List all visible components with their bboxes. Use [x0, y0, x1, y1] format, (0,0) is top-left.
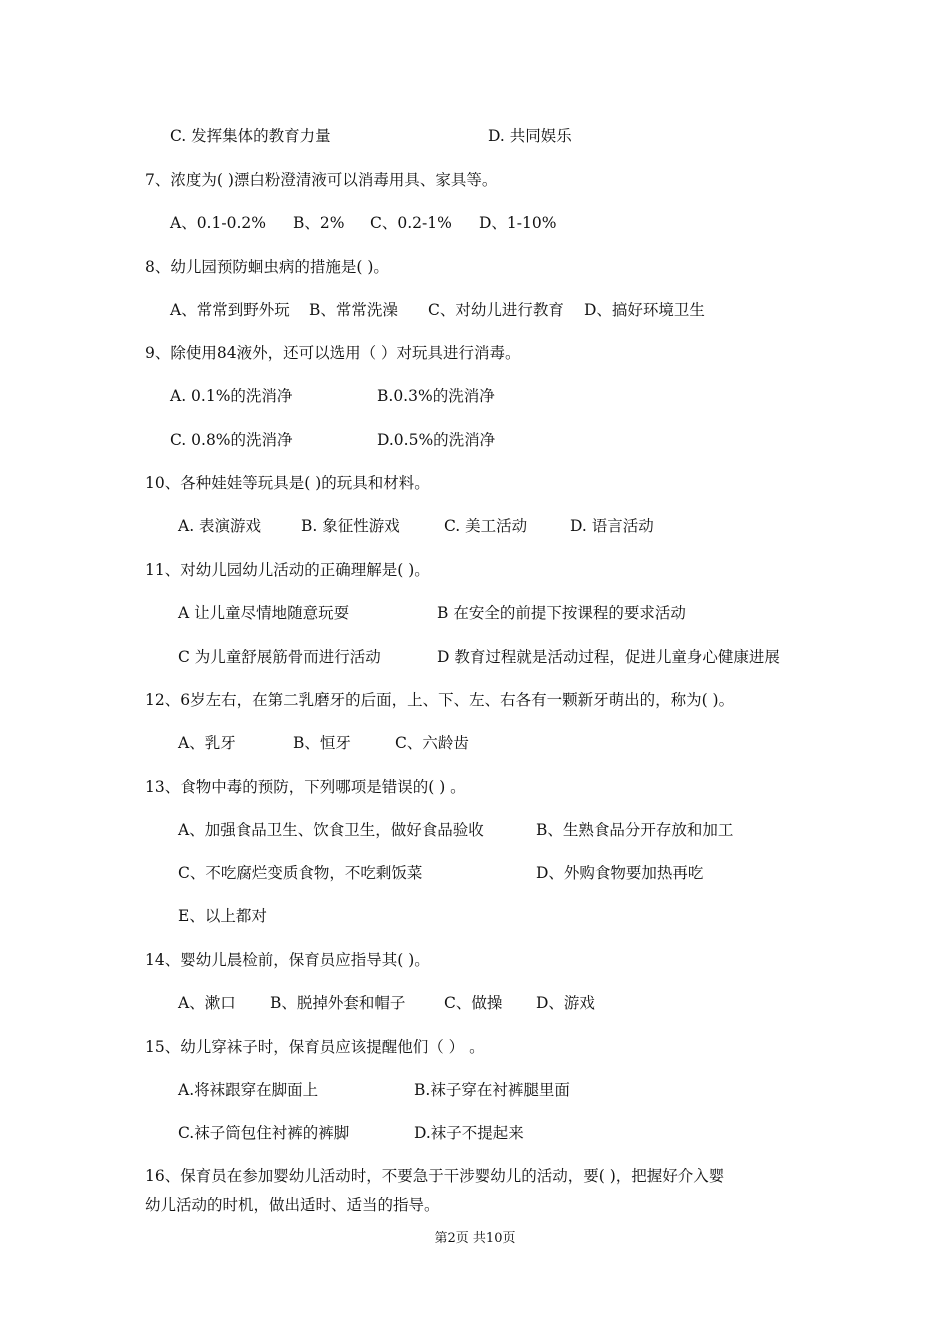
- option-6c: C. 发挥集体的教育力量: [170, 127, 331, 145]
- question-12-stem: 12、6岁左右，在第二乳磨牙的后面，上、下、左、右各有一颗新牙萌出的，称为( )。: [145, 691, 735, 709]
- question-9-stem: 9、除使用84液外，还可以选用（ ）对玩具进行消毒。: [145, 344, 521, 362]
- question-16-stem-line1: 16、保育员在参加婴幼儿活动时，不要急于干涉婴幼儿的活动，要( )，把握好介入婴: [145, 1167, 725, 1185]
- question-14-stem: 14、婴幼儿晨检前，保育员应指导其( )。: [145, 951, 430, 969]
- option-10d: D. 语言活动: [570, 517, 654, 535]
- option-9d: D.0.5%的洗消净: [377, 431, 496, 449]
- option-8a: A、常常到野外玩: [170, 301, 290, 319]
- option-10b: B. 象征性游戏: [301, 517, 400, 535]
- option-7a: A、0.1-0.2%: [170, 214, 266, 232]
- question-11-stem: 11、对幼儿园幼儿活动的正确理解是( )。: [145, 561, 430, 579]
- option-8b: B、常常洗澡: [309, 301, 398, 319]
- option-6d: D. 共同娱乐: [488, 127, 572, 145]
- option-13c: C、不吃腐烂变质食物，不吃剩饭菜: [178, 864, 423, 882]
- question-7-stem: 7、浓度为( )漂白粉澄清液可以消毒用具、家具等。: [145, 171, 498, 189]
- option-13d: D、外购食物要加热再吃: [536, 864, 704, 882]
- question-16-stem-line2: 幼儿活动的时机，做出适时、适当的指导。: [145, 1196, 440, 1214]
- question-8-stem: 8、幼儿园预防蛔虫病的措施是( )。: [145, 258, 389, 276]
- page-number-footer: 第2页 共10页: [434, 1231, 516, 1246]
- option-11a: A 让儿童尽情地随意玩耍: [178, 604, 350, 622]
- option-14d: D、游戏: [536, 994, 595, 1012]
- option-15b: B.袜子穿在衬裤腿里面: [414, 1081, 570, 1099]
- option-9a: A. 0.1%的洗消净: [170, 387, 293, 405]
- option-7d: D、1-10%: [479, 214, 557, 232]
- option-7b: B、2%: [293, 214, 345, 232]
- option-15a: A.将袜跟穿在脚面上: [178, 1081, 319, 1099]
- option-15c: C.袜子筒包住衬裤的裤脚: [178, 1124, 350, 1142]
- question-10-stem: 10、各种娃娃等玩具是( )的玩具和材料。: [145, 474, 430, 492]
- option-10a: A. 表演游戏: [178, 517, 262, 535]
- option-11b: B 在安全的前提下按课程的要求活动: [437, 604, 686, 622]
- question-13-stem: 13、食物中毒的预防，下列哪项是错误的( ) 。: [145, 778, 466, 796]
- option-11c: C 为儿童舒展筋骨而进行活动: [178, 648, 381, 666]
- option-9b: B.0.3%的洗消净: [377, 387, 495, 405]
- option-14c: C、做操: [444, 994, 503, 1012]
- option-8d: D、搞好环境卫生: [584, 301, 705, 319]
- option-7c: C、0.2-1%: [370, 214, 452, 232]
- option-15d: D.袜子不提起来: [414, 1124, 524, 1142]
- option-13e: E、以上都对: [178, 907, 267, 925]
- option-13a: A、加强食品卫生、饮食卫生，做好食品验收: [178, 821, 484, 839]
- option-14b: B、脱掉外套和帽子: [270, 994, 406, 1012]
- option-14a: A、漱口: [178, 994, 236, 1012]
- option-11d: D 教育过程就是活动过程，促进儿童身心健康进展: [437, 648, 780, 666]
- question-15-stem: 15、幼儿穿袜子时，保育员应该提醒他们（ ） 。: [145, 1038, 485, 1056]
- option-9c: C. 0.8%的洗消净: [170, 431, 293, 449]
- option-12c: C、六龄齿: [395, 734, 469, 752]
- option-12b: B、恒牙: [293, 734, 351, 752]
- option-10c: C. 美工活动: [444, 517, 528, 535]
- option-12a: A、乳牙: [178, 734, 236, 752]
- option-13b: B、生熟食品分开存放和加工: [536, 821, 734, 839]
- option-8c: C、对幼儿进行教育: [428, 301, 564, 319]
